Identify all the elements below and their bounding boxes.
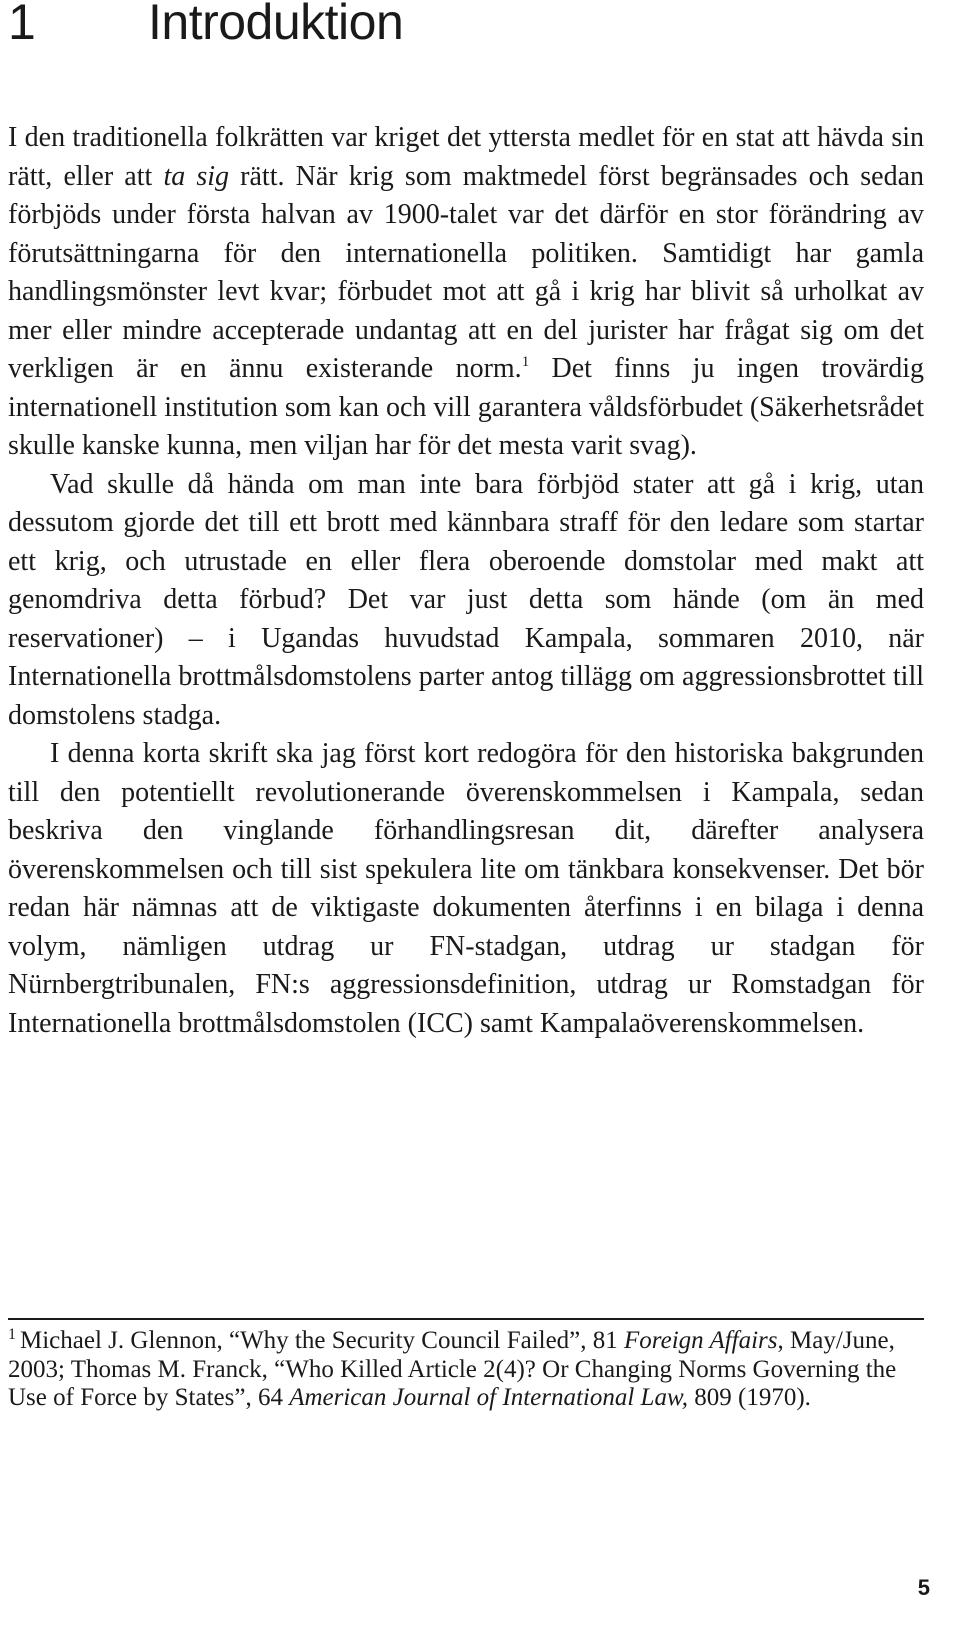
paragraph-1-text-c: Det finns ju ingen trovärdig internationell institution som kan och vill garantera våldsförbudet (Säkerhetsrådet skulle kanske kunna, men viljan har för det mesta varit svag). — [8, 353, 924, 461]
chapter-number: 1 — [8, 0, 36, 50]
footnote-reference[interactable]: 1 — [521, 354, 530, 370]
paragraph-3: I denna korta skrift ska jag först kort redogöra för den historiska bakgrunden till den potentiellt revolutionerande överenskommelsen i Kampala, sedan beskriva den vinglande förhandlingsresan dit, därefter analysera överenskommelsen och till sist spekulera lite om tänkbara konsekvenser. Det bör redan här nämnas att de viktigaste dokumenten återfinns i en bilaga i denna volym, nämligen utdrag ur FN-stadgan, utdrag ur stadgan för Nürnbergtribunalen, FN:s aggressionsdefinition, utdrag ur Romstadgan för Internationella brottmålsdomstolen (ICC) samt Kampalaöverenskommelsen. — [8, 738, 924, 1039]
chapter-heading — [8, 0, 403, 52]
paragraph-1 — [8, 119, 924, 466]
paragraph-1-text-a: I den traditionella folkrätten var kriget det yttersta medlet för en stat att hävda sin rätt, eller att — [8, 122, 924, 192]
footnote-italic-1: Foreign Affairs — [624, 1327, 778, 1354]
footnote-text-1: Michael J. Glennon, “Why the Security Council Failed”, 81 — [20, 1327, 625, 1354]
footnote-divider — [8, 1318, 924, 1320]
footnotes — [8, 1327, 898, 1413]
paragraph-1-italic: ta sig — [163, 160, 230, 192]
footnote-number: 1 — [8, 1326, 16, 1343]
paragraph-1-text-b: rätt. När krig som maktmedel först begränsades och sedan förbjöds under första halvan av 1900-talet var det därför en stor förändring av förutsättningarna för den internationella politiken. Samtidigt har gamla handlingsmönster levt kvar; förbudet mot att gå i krig har blivit så urholkat av mer eller mindre accepterade undantag att en del jurister har frågat sig om det verkligen är en ännu existerande norm. — [8, 160, 924, 384]
footnote-text-2: , May/June, 2003; Thomas M. Franck, “Who Killed Article 2(4)? Or Changing Norms Governing the Use of Force by States”, 64 — [8, 1327, 897, 1411]
paragraph-2: Vad skulle då hända om man inte bara förbjöd stater att gå i krig, utan dessutom gjorde det till ett brott med kännbara straff för den ledare som startar ett krig, och utrustade en eller flera oberoende domstolar med makt att genomdriva detta förbud? Det var just detta som hände (om än med reservationer) – i Ugandas huvudstad Kampala, sommaren 2010, när Internationella brottmålsdomstolens parter antog tillägg om aggressionsbrottet till domstolens stadga. — [8, 468, 924, 731]
chapter-title: Introduktion — [148, 0, 404, 50]
body-text — [8, 119, 924, 1043]
footnote-text-3: 809 (1970). — [688, 1384, 811, 1411]
footnote-1 — [8, 1327, 898, 1413]
footnote-italic-2: American Journal of International Law, — [289, 1384, 689, 1411]
page-number: 5 — [917, 1575, 930, 1600]
